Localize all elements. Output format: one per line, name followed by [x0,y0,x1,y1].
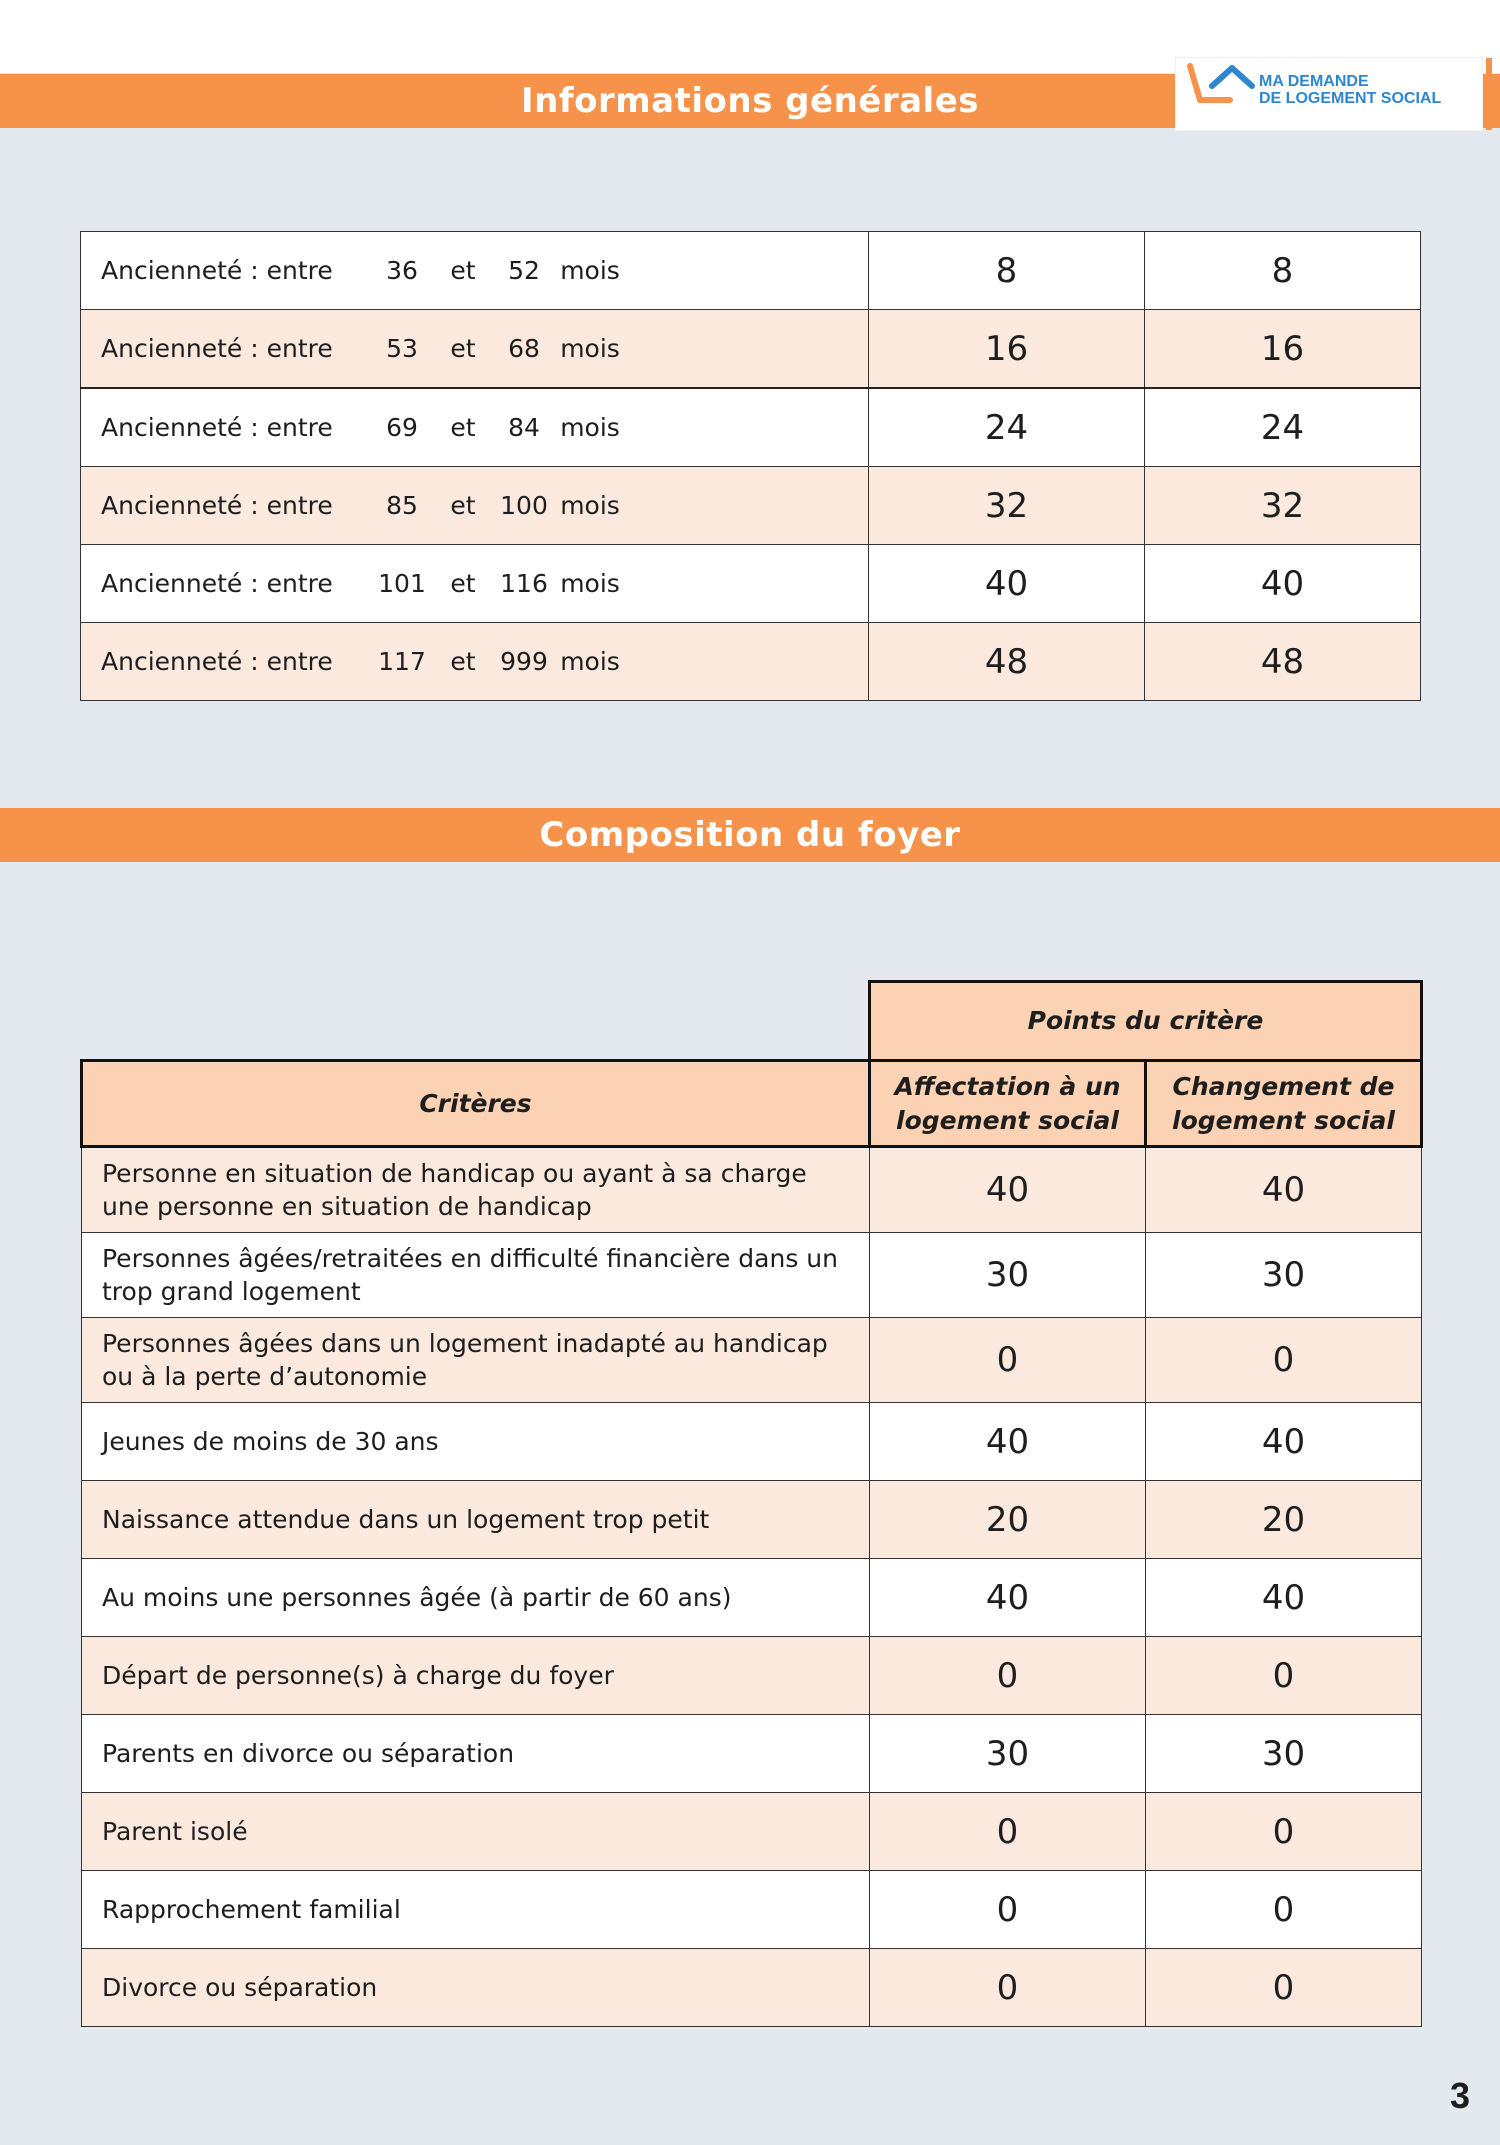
criterion-label: Personnes âgées dans un logement inadapté au handicap ou à la perte d’autonomie [82,1318,870,1403]
criterion-label: Personne en situation de handicap ou ayant à sa charge une personne en situation de handicap [82,1147,870,1233]
anciennete-row [81,232,1421,310]
points-affectation: 16 [869,310,1145,389]
anciennete-unit: mois [560,256,620,285]
criterion-label: Jeunes de moins de 30 ans [82,1403,870,1481]
criteria-header: Critères [82,1061,870,1147]
criterion-row [82,1403,1422,1481]
anciennete-unit: mois [560,569,620,598]
points-affectation: 24 [869,388,1145,467]
logo-text-line1: MA DEMANDE [1259,73,1369,90]
anciennete-to: 84 [508,413,540,442]
section-title: Composition du foyer [539,815,961,855]
anciennete-unit: mois [560,647,620,676]
points-affectation: 0 [870,1318,1146,1403]
anciennete-table [80,231,1421,701]
points-affectation: 40 [869,545,1145,623]
anciennete-label-cell [81,232,869,310]
points-changement: 0 [1146,1949,1422,2027]
anciennete-and: et [450,491,476,520]
anciennete-row [81,545,1421,623]
criterion-row [82,1233,1422,1318]
criterion-label: Départ de personne(s) à charge du foyer [82,1637,870,1715]
points-changement: 40 [1146,1147,1422,1233]
anciennete-from: 36 [386,256,418,285]
points-affectation: 40 [870,1403,1146,1481]
points-affectation: 0 [870,1949,1146,2027]
logo-text-line2: DE LOGEMENT SOCIAL [1259,90,1442,107]
criterion-label: Au moins une personnes âgée (à partir de 60 ans) [82,1559,870,1637]
criterion-row [82,1559,1422,1637]
house-logo-icon [1186,60,1266,120]
anciennete-label-cell [81,545,869,623]
anciennete-label: Ancienneté : entre [101,491,333,520]
points-changement: 8 [1145,232,1421,310]
criterion-row [82,1871,1422,1949]
points-affectation: 40 [870,1147,1146,1233]
anciennete-from: 69 [386,413,418,442]
anciennete-label: Ancienneté : entre [101,334,333,363]
criterion-label: Rapprochement familial [82,1871,870,1949]
page-number: 3 [1450,2075,1471,2116]
logo [1176,58,1482,130]
anciennete-unit: mois [560,334,620,363]
anciennete-label-cell [81,467,869,545]
anciennete-label-cell [81,623,869,701]
points-affectation: 30 [870,1715,1146,1793]
points-changement: 0 [1146,1637,1422,1715]
anciennete-from: 117 [378,647,426,676]
anciennete-label: Ancienneté : entre [101,569,333,598]
points-changement: 30 [1146,1233,1422,1318]
points-affectation: 40 [870,1559,1146,1637]
logo-accent-bar [1486,58,1492,130]
points-affectation: 32 [869,467,1145,545]
points-affectation: 0 [870,1871,1146,1949]
criterion-row [82,1949,1422,2027]
anciennete-to: 999 [500,647,548,676]
points-affectation: 48 [869,623,1145,701]
anciennete-and: et [450,569,476,598]
col-changement-header: Changement de logement social [1146,1061,1422,1147]
criterion-label: Parents en divorce ou séparation [82,1715,870,1793]
anciennete-and: et [450,334,476,363]
points-changement: 32 [1145,467,1421,545]
points-changement: 0 [1146,1318,1422,1403]
anciennete-row [81,388,1421,467]
criterion-row [82,1147,1422,1233]
anciennete-label: Ancienneté : entre [101,413,333,442]
anciennete-to: 100 [500,491,548,520]
anciennete-label-cell [81,310,869,389]
anciennete-from: 53 [386,334,418,363]
criterion-row [82,1715,1422,1793]
points-changement: 16 [1145,310,1421,389]
anciennete-unit: mois [560,491,620,520]
criterion-label: Divorce ou séparation [82,1949,870,2027]
points-affectation: 0 [870,1637,1146,1715]
anciennete-row [81,467,1421,545]
col-affectation-header: Affectation à un logement social [870,1061,1146,1147]
anciennete-row [81,623,1421,701]
criterion-row [82,1318,1422,1403]
points-header: Points du critère [870,982,1422,1061]
criterion-row [82,1793,1422,1871]
criterion-label: Naissance attendue dans un logement trop petit [82,1481,870,1559]
points-changement: 48 [1145,623,1421,701]
criterion-label: Personnes âgées/retraitées en difficulté financière dans un trop grand logement [82,1233,870,1318]
criterion-row [82,1481,1422,1559]
points-affectation: 0 [870,1793,1146,1871]
criterion-label: Parent isolé [82,1793,870,1871]
points-changement: 30 [1146,1715,1422,1793]
anciennete-label: Ancienneté : entre [101,256,333,285]
blank-cell [82,982,870,1061]
criterion-row [82,1637,1422,1715]
points-changement: 0 [1146,1793,1422,1871]
anciennete-from: 101 [378,569,426,598]
anciennete-and: et [450,413,476,442]
anciennete-label-cell [81,388,869,467]
anciennete-from: 85 [386,491,418,520]
anciennete-row [81,310,1421,389]
anciennete-unit: mois [560,413,620,442]
points-affectation: 8 [869,232,1145,310]
points-changement: 20 [1146,1481,1422,1559]
points-affectation: 30 [870,1233,1146,1318]
section-title: Informations générales [520,81,979,121]
anciennete-to: 52 [508,256,540,285]
anciennete-to: 116 [500,569,548,598]
anciennete-label: Ancienneté : entre [101,647,333,676]
points-changement: 0 [1146,1871,1422,1949]
anciennete-and: et [450,256,476,285]
points-changement: 40 [1146,1403,1422,1481]
points-changement: 24 [1145,388,1421,467]
anciennete-to: 68 [508,334,540,363]
points-changement: 40 [1146,1559,1422,1637]
composition-table [80,980,1423,2027]
points-affectation: 20 [870,1481,1146,1559]
section-banner-composition [0,808,1500,862]
anciennete-and: et [450,647,476,676]
points-changement: 40 [1145,545,1421,623]
